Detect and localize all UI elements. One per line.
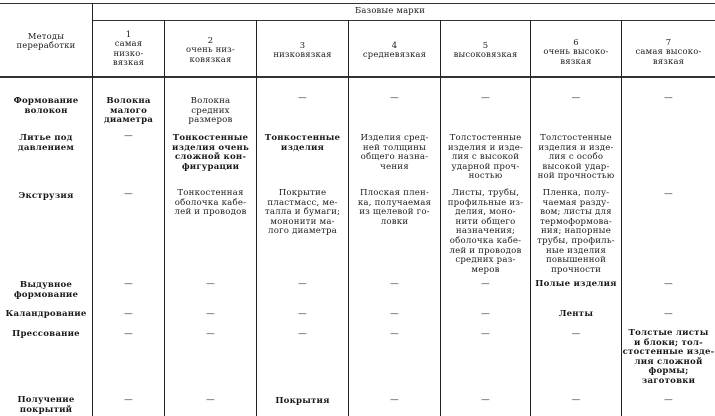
cell-r2-g3 [257,134,348,153]
method-line: Формование [13,96,79,106]
cell-r7-g3: Покрытия [275,396,330,406]
method-line: Выдувное [19,280,73,290]
cell-r4-g4: — [390,279,399,289]
grade-name-line: очень низ- [186,44,235,55]
grade-number: 3 [299,40,306,50]
cell-line: лей и проводов [174,207,247,218]
cell-line: лей и проводов [449,245,522,256]
method-line: волокон [24,105,68,116]
cell-line: средних [191,105,230,116]
cell-line: ные изделия [546,245,606,256]
grade-number: 5 [482,40,489,50]
cell-line: лия с особо [548,152,604,163]
cell-r7-g4: — [390,395,399,405]
table-top-rule [0,3,715,4]
method-coating [0,396,92,415]
cell-line: оболочка кабе- [449,235,522,246]
cell-line: вом; листы для [540,207,612,218]
cell-r4-g3: — [298,279,307,289]
grade-name-line: высоковязкая [453,49,518,60]
grade-name-line: средневязкая [362,49,427,60]
cell-line: общего назна- [360,152,429,163]
cell-line: размеров [188,115,233,126]
cell-line: пластмасс, ме- [267,197,338,208]
cell-r6-g3: — [298,329,307,339]
cell-line: лого диаметра [268,226,337,237]
cell-line: изделия и изде- [447,142,524,153]
cell-r1-g6: — [571,93,581,103]
method-line: Получение [17,395,75,405]
cell-line: Толстые листы [628,328,709,338]
cell-line: Пленка, полу- [542,188,610,198]
cell-line: профильные из- [447,197,524,208]
cell-r1-g7: — [664,93,673,103]
cell-line: формы; [648,366,689,377]
cell-r7-g7: — [664,395,673,405]
grade-2-header [165,36,256,64]
cell-line: Листы, трубы, [451,188,520,198]
cell-line: меров [471,264,500,275]
cell-r1-g1 [93,97,164,126]
cell-r1-g5: — [481,93,490,103]
cell-r1-g4: — [390,93,399,103]
method-blow-molding [0,281,92,300]
cell-line: прочности [550,264,602,275]
cell-r3-g6 [531,189,621,275]
method-line: формование [13,289,79,300]
grade-number: 6 [573,37,579,47]
cell-line: и блоки; тол- [634,337,703,348]
cell-line: Толстостенные [540,133,612,143]
cell-line: ней толщины [362,142,427,153]
cell-r5-g6: Ленты [558,309,594,319]
cell-line: изделия очень [171,142,250,153]
method-extrusion [0,192,92,202]
header-line: переработки [16,40,76,51]
cell-line: Толстостенные [449,133,522,143]
cell-r3-g5 [441,189,530,275]
cell-r5-g5: — [481,309,490,319]
cell-r2-g5 [441,134,530,182]
cell-r6-g1: — [124,329,133,339]
methods-column-header [0,32,92,51]
cell-line: термоформова- [540,216,612,227]
cell-line: Тонкостенные [172,133,249,143]
cell-r6-g5: — [481,329,490,339]
cell-line: назначения; [455,226,516,237]
cell-r5-g4: — [390,309,399,319]
cell-line: талла и бумаги; [264,207,341,218]
cell-r6-g2: — [206,329,215,339]
grade-name-line: вязкая [560,55,592,66]
grade-name-line: низко- [113,47,144,58]
grade-3-header [257,41,348,60]
cell-r4-g5: — [481,279,490,289]
cell-r5-g7: — [664,309,673,319]
cell-line: заготовки [641,375,696,386]
cell-line: высокой удар- [542,161,610,172]
method-line: Экструзия [18,191,74,201]
grades-group-header: Базовые марки [355,5,426,15]
cell-line: Плоская плен- [359,188,430,198]
cell-r1-g3: — [298,93,307,103]
cell-r3-g3 [257,189,348,237]
grade-5-header [441,41,530,60]
cell-r4-g2: — [206,279,215,289]
grade-1-header [93,30,164,68]
cell-r1-g2 [165,97,256,126]
cell-r3-g2 [165,189,256,218]
cell-r3-g1: — [124,189,133,199]
cell-r4-g7: — [664,279,673,289]
header-bottom-rule [0,76,715,78]
method-injection-molding [0,134,92,153]
cell-r4-g6: Полые изделия [535,279,617,289]
cell-r7-g6: — [571,395,581,405]
grade-name-line: вязкая [652,55,685,66]
header-line: Методы [27,31,65,41]
cell-line: Тонкостенные [264,133,341,143]
grade-name-line: самая высоко- [635,46,702,57]
method-line: давлением [17,142,75,153]
cell-line: стостенные изде- [622,347,715,358]
cell-line: лия с высокой [451,152,520,163]
cell-r6-g4: — [390,329,399,339]
cell-line: изделия и изде- [538,142,614,153]
cell-line: ностью [468,171,503,182]
cell-line: мононити ма- [270,216,335,227]
cell-r2-g4 [349,134,440,172]
cell-line: чаемая разду- [542,197,610,208]
cell-r5-g3: — [298,309,307,319]
cell-r5-g2: — [206,309,215,319]
cell-r6-g6: — [571,329,581,339]
cell-line: ния; напорные [540,226,611,237]
grade-name-line: ковязкая [189,53,232,64]
cell-r2-g6 [531,134,621,182]
cell-r4-g1: — [124,279,133,289]
cell-line: чения [380,161,409,172]
method-fiber-spinning [0,97,92,116]
grade-number: 7 [665,37,672,47]
cell-line: Тонкостенная [177,188,244,198]
grade-name-line: самая [114,38,143,49]
cell-line: оболочка кабе- [174,197,247,208]
cell-r7-g5: — [481,395,490,405]
cell-line: изделия [280,142,325,153]
grade-6-header [531,38,621,66]
cell-r7-g2: — [206,395,215,405]
grade-7-header [622,38,715,66]
cell-r3-g7: — [664,189,673,199]
cell-line: малого [109,105,148,116]
cell-line: Изделия сред- [360,133,429,143]
cell-r6-g7 [622,329,715,387]
cell-r5-g1: — [124,309,133,319]
grade-name-line: вязкая [112,57,145,68]
grade-4-header [349,41,440,60]
method-line: покрытий [19,404,73,415]
cell-line: повышенной [545,255,606,266]
method-line: Литье под [19,133,73,143]
method-calendering: Каландрование [5,309,87,319]
cell-line: Волокна [190,96,231,106]
cell-line: трубы, профиль- [537,235,615,246]
cell-line: сложной кон- [174,152,247,163]
grade-number: 4 [391,40,398,50]
column-divider [164,20,165,416]
cell-line: фигурации [181,161,240,172]
cell-r2-g2 [165,134,256,172]
cell-line: ка, получаемая [357,197,432,208]
cell-line: Волокна [106,96,151,106]
cell-line: диаметра [103,115,154,126]
cell-line: из щелевой го- [359,207,430,218]
cell-r7-g1: — [124,395,133,405]
grade-name-line: низковязкая [273,49,332,60]
cell-r3-g4 [349,189,440,227]
grade-name-line: очень высоко- [543,46,609,57]
cell-line: ловки [380,216,409,227]
method-compression-molding: Прессование [12,329,80,339]
cell-line: нити общего [455,216,516,227]
cell-line: Покрытие [278,188,327,198]
cell-line: лия сложной [634,356,703,367]
cell-r2-g1: — [124,131,133,141]
grade-number: 2 [207,35,214,45]
cell-line: ударной проч- [451,161,520,172]
cell-line: ной прочностью [537,171,615,182]
cell-line: средних раз- [455,255,516,266]
cell-line: делия, моно- [455,207,516,218]
grade-number: 1 [125,29,132,39]
